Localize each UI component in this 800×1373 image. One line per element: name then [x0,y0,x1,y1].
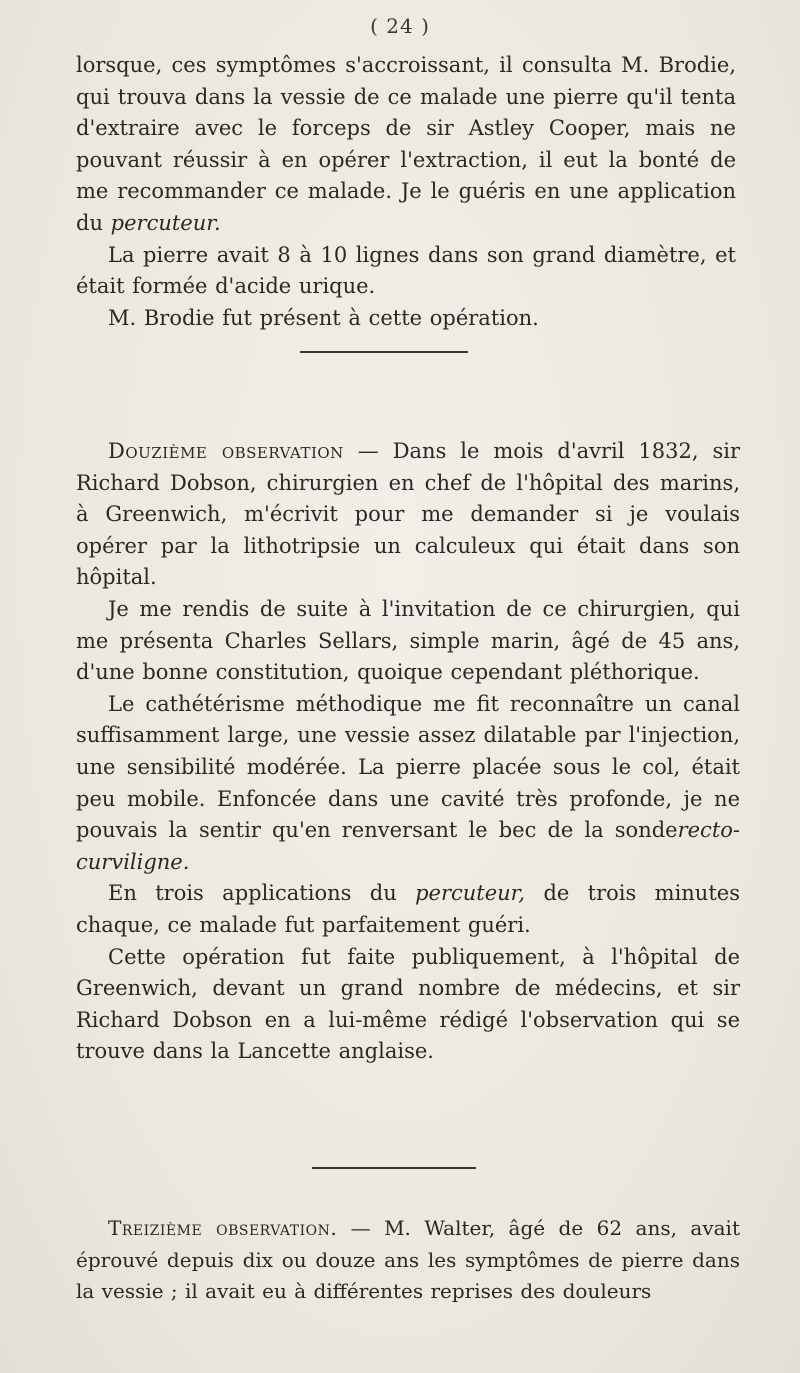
paragraph-sellars: Je me rendis de suite à l'invitation de ce chirurgien, qui me présenta Charles Sellars, simple marin, âgé de 45 ans, d'une bonne constitution, quoique cependant pléthorique. [76,596,740,685]
paragraph-brodie-text: lorsque, ces symptômes s'accroissant, il consulta M. Brodie, qui trouva dans la vessie de ce malade une pierre qu'il tenta d'extraire avec le forceps de sir Astley Cooper, mais ne pouvant réussir à en opérer l'extraction, il eut la bonté de me recommander ce malade. Je le guéris en une application du [76,53,736,235]
paragraph-catheterisme [76,689,740,879]
paragraph-brodie [76,50,736,240]
observation-12-heading: Douzième observation [108,439,344,463]
paragraph-pierre: La pierre avait 8 à 10 lignes dans son grand diamètre, et était formée d'acide urique. [76,242,736,299]
observation-13-text: — M. Walter, âgé de 62 ans, avait éprouvé depuis dix ou douze ans les symptômes de pierre dans la vessie ; il avait eu à différentes reprises des douleurs [76,1216,740,1304]
page-number: ( 24 ) [370,14,430,38]
italic-percuteur: percuteur. [110,210,221,235]
paragraph-greenwich: Cette opération fut faite publiquement, à l'hôpital de Greenwich, devant un grand nombre de médecins, et sir Richard Dobson en a lui-même rédigé l'observation qui se trouve dans la Lancette anglaise. [76,944,740,1064]
italic-sonde: recto-curviligne. [76,818,740,874]
paragraph-applications-start: En trois applications du [108,881,397,906]
observation-13-heading: Treizième observation. [108,1216,338,1240]
section-divider-bottom [312,1167,476,1169]
text-block-observation-12 [76,436,740,1068]
observation-12-text: — Dans le mois d'avril 1832, sir Richard Dobson, chirurgien en chef de l'hôpital des marins, à Greenwich, m'écrivit pour me demander si je voulais opérer par la lithotripsie un calculeux qui était dans son hôpital. [76,439,740,590]
paragraph-brodie-present: M. Brodie fut présent à cette opération. [108,305,539,330]
text-block-top [76,50,736,334]
italic-percuteur-2: percuteur, [415,881,526,906]
paragraph-observation-13 [76,1213,740,1308]
section-divider-top [300,351,468,353]
paragraph-applications [76,878,740,941]
paragraph-applications-end: de trois minutes chaque, ce malade fut parfaitement guéri. [76,881,740,937]
paragraph-observation-12 [76,436,740,594]
text-block-observation-13 [76,1213,740,1308]
paragraph-catheterisme-text: Le cathétérisme méthodique me fit reconnaître un canal suffisamment large, une vessie assez dilatable par l'injection, une sensibilité modérée. La pierre placée sous le col, était peu mobile. Enfoncée dans une cavité très profonde, je ne pouvais la sentir qu'en renversant le bec de la sonde [76,691,740,843]
